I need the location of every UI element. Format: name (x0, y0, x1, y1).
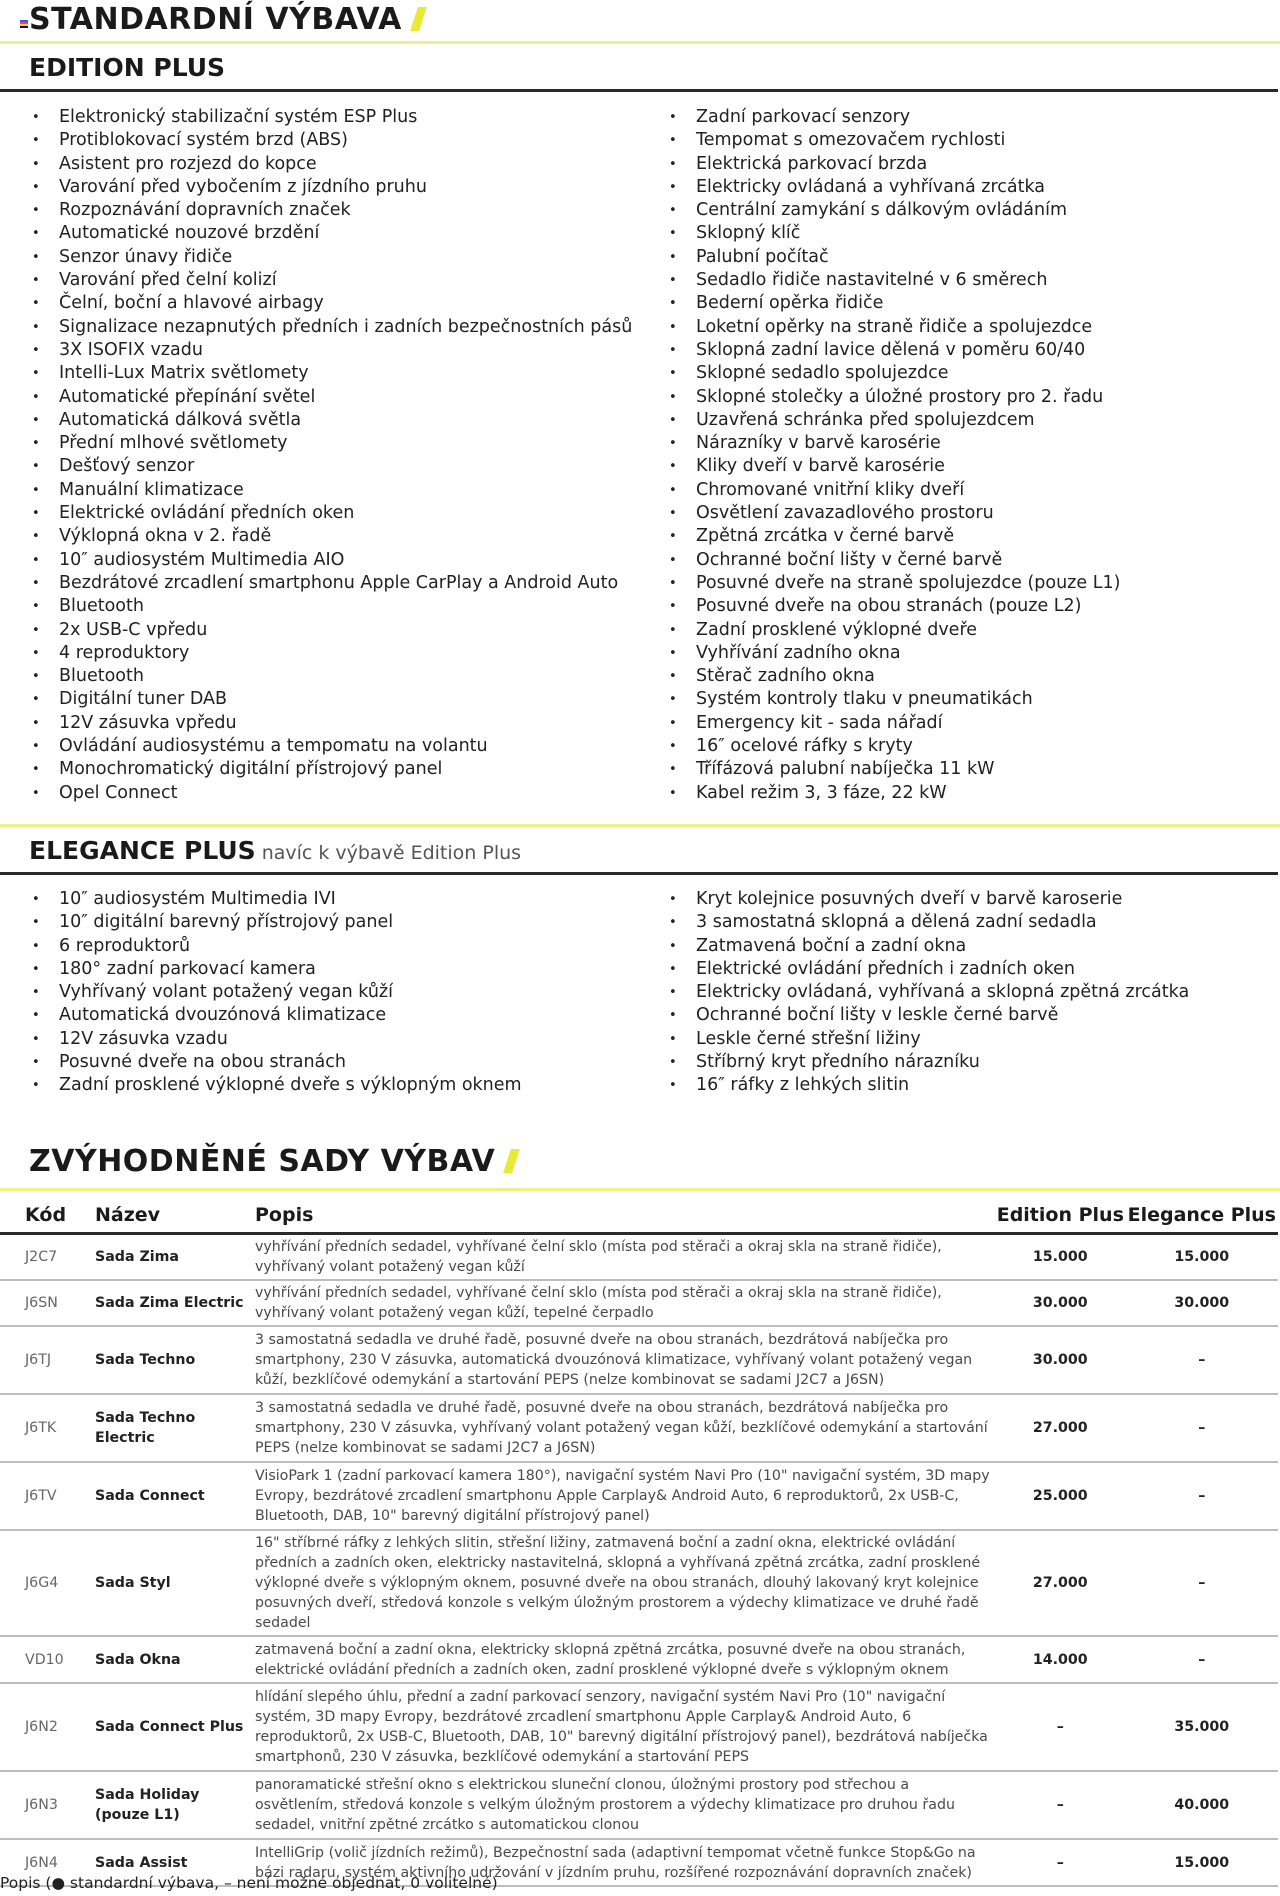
list-item: • Uzavřená schránka před spolujezdcem (666, 409, 1120, 432)
package-description: 16" stříbrné ráfky z lehkých slitin, střešní ližiny, zatmavená boční a zadní okna, elektrické ovládání předních a zadních oken, elektricky nastavitelná, sklopná a vyhřívaná zpětná zrcátka, zadní prosklené výklopné dveře s výklopným oknem, posuvné dveře na obou stranách, dlouhý lakovaný kryt kolejnice posuvných dveří, středová konzole s velkým úložným prostorem a výdechy klimatizace ve druhé řadě sedadel (255, 1530, 995, 1636)
list-item: • Elektrické ovládání předních oken (29, 502, 632, 525)
page-title (29, 2, 423, 37)
list-item: • 16″ ocelové ráfky s kryty (666, 735, 1120, 758)
elegance-plus-title: ELEGANCE PLUS (29, 836, 256, 865)
column-header-name: Název (95, 1198, 255, 1234)
list-item: • Stříbrný kryt předního nárazníku (666, 1051, 1189, 1074)
list-item: • 180° zadní parkovací kamera (29, 958, 522, 981)
package-name: Sada Techno Electric (95, 1394, 255, 1462)
package-code: VD10 (0, 1636, 95, 1683)
list-item: • Kabel režim 3, 3 fáze, 22 kW (666, 782, 1120, 805)
price-edition-plus: 30.000 (995, 1326, 1126, 1394)
price-edition-plus: 27.000 (995, 1394, 1126, 1462)
list-item: • Centrální zamykání s dálkovým ovládáním (666, 199, 1120, 222)
list-item: • Leskle černé střešní ližiny (666, 1028, 1189, 1051)
list-item: • Rozpoznávání dopravních značek (29, 199, 632, 222)
package-name: Sada Styl (95, 1530, 255, 1636)
price-elegance-plus: – (1126, 1636, 1278, 1683)
table-header-row (0, 1198, 1278, 1234)
package-description: zatmavená boční a zadní okna, elektricky sklopná zpětná zrcátka, posuvné dveře na obou stranách, elektrické ovládání předních a zadních oken, zadní prosklené výklopné dveře s výklopným oknem (255, 1636, 995, 1683)
list-item: • Bluetooth (29, 665, 632, 688)
list-item: • Elektrické ovládání předních i zadních oken (666, 958, 1189, 981)
list-item: • Zadní prosklené výklopné dveře (666, 619, 1120, 642)
package-code: J6N4 (0, 1839, 95, 1886)
package-description: vyhřívání předních sedadel, vyhřívané čelní sklo (místa pod stěrači a okraj skla na straně řidiče), vyhřívaný volant potažený vegan kůží (255, 1234, 995, 1281)
price-elegance-plus: 40.000 (1126, 1771, 1278, 1839)
list-item: • Bezdrátové zrcadlení smartphonu Apple CarPlay a Android Auto (29, 572, 632, 595)
column-header-elegance-plus: Elegance Plus (1126, 1198, 1278, 1234)
price-elegance-plus: – (1126, 1326, 1278, 1394)
list-item: • Posuvné dveře na straně spolujezdce (pouze L1) (666, 572, 1120, 595)
list-item: • Protiblokovací systém brzd (ABS) (29, 129, 632, 152)
list-item: • 2x USB-C vpředu (29, 619, 632, 642)
packages-table (0, 1198, 1278, 1887)
package-description: panoramatické střešní okno s elektrickou sluneční clonou, úložnými prostory pod střechou a osvětlením, středová konzole s velkým úložným prostorem a výdechy klimatizace pro druhou řadu sedadel, vnitřní zpětné zrcátko s automatickou clonou (255, 1771, 995, 1839)
package-code: J6G4 (0, 1530, 95, 1636)
list-item: • Posuvné dveře na obou stranách (pouze L2) (666, 595, 1120, 618)
table-row (0, 1394, 1278, 1462)
list-item: • Zpětná zrcátka v černé barvě (666, 525, 1120, 548)
list-item: • Kliky dveří v barvě karosérie (666, 455, 1120, 478)
yellow-divider (0, 41, 1280, 44)
package-name: Sada Techno (95, 1326, 255, 1394)
package-description: IntelliGrip (volič jízdních režimů), Bezpečnostní sada (adaptivní tempomat včetně funkce Stop&Go na bázi radaru, systém aktivního udržování v jízdním pruhu, rozšířené rozpoznávání dopravních značek) (255, 1839, 995, 1886)
list-item: • Elektricky ovládaná a vyhřívaná zrcátka (666, 176, 1120, 199)
edition-plus-heading: EDITION PLUS (29, 53, 226, 82)
list-item: • Elektricky ovládaná, vyhřívaná a sklopná zpětná zrcátka (666, 981, 1189, 1004)
list-item: • 12V zásuvka vpředu (29, 712, 632, 735)
edition-plus-list-left (29, 106, 632, 805)
price-elegance-plus: 35.000 (1126, 1683, 1278, 1771)
list-item: • Palubní počítač (666, 246, 1120, 269)
package-description: 3 samostatná sedadla ve druhé řadě, posuvné dveře na obou stranách, bezdrátová nabíječka pro smartphony, 230 V zásuvka, automatická dvouzónová klimatizace, vyhřívaný volant potažený vegan kůží, bezklíčové odemykání a startování PEPS (nelze kombinovat se sadami J2C7 a J6SN) (255, 1326, 995, 1394)
price-elegance-plus: 15.000 (1126, 1234, 1278, 1281)
list-item: • Třífázová palubní nabíječka 11 kW (666, 758, 1120, 781)
packages-heading (29, 1144, 516, 1179)
list-item: • Digitální tuner DAB (29, 688, 632, 711)
list-item: • Automatická dvouzónová klimatizace (29, 1004, 522, 1027)
list-item: • Zadní parkovací senzory (666, 106, 1120, 129)
elegance-plus-subtitle: navíc k výbavě Edition Plus (261, 842, 522, 864)
package-name: Sada Okna (95, 1636, 255, 1683)
table-row (0, 1683, 1278, 1771)
list-item: • Ochranné boční lišty v černé barvě (666, 549, 1120, 572)
yellow-divider (0, 824, 1280, 827)
package-code: J6N3 (0, 1771, 95, 1839)
list-item: • Sklopný klíč (666, 222, 1120, 245)
list-item: • Automatické nouzové brzdění (29, 222, 632, 245)
list-item: • 10″ audiosystém Multimedia AIO (29, 549, 632, 572)
table-row (0, 1280, 1278, 1326)
package-code: J6N2 (0, 1683, 95, 1771)
list-item: • Přední mlhové světlomety (29, 432, 632, 455)
price-elegance-plus: – (1126, 1394, 1278, 1462)
table-row (0, 1326, 1278, 1394)
list-item: • Elektronický stabilizační systém ESP Plus (29, 106, 632, 129)
price-elegance-plus: – (1126, 1462, 1278, 1530)
list-item: • Zatmavená boční a zadní okna (666, 935, 1189, 958)
list-item: • 6 reproduktorů (29, 935, 522, 958)
list-item: • Bluetooth (29, 595, 632, 618)
price-edition-plus: – (995, 1683, 1126, 1771)
list-item: • Automatická dálková světla (29, 409, 632, 432)
section-divider (0, 89, 1278, 92)
list-item: • 4 reproduktory (29, 642, 632, 665)
package-name: Sada Zima Electric (95, 1280, 255, 1326)
price-edition-plus: 15.000 (995, 1234, 1126, 1281)
table-row (0, 1636, 1278, 1683)
package-name: Sada Connect (95, 1462, 255, 1530)
column-header-description: Popis (255, 1198, 995, 1234)
price-elegance-plus: 15.000 (1126, 1839, 1278, 1886)
list-item: • Kryt kolejnice posuvných dveří v barvě karoserie (666, 888, 1189, 911)
list-item: • Vyhřívání zadního okna (666, 642, 1120, 665)
list-item: • 10″ audiosystém Multimedia IVI (29, 888, 522, 911)
packages-heading-text: ZVÝHODNĚNÉ SADY VÝBAV (29, 1144, 496, 1179)
list-item: • 12V zásuvka vzadu (29, 1028, 522, 1051)
list-item: • 10″ digitální barevný přístrojový panel (29, 911, 522, 934)
list-item: • Signalizace nezapnutých předních i zadních bezpečnostních pásů (29, 316, 632, 339)
legend-note: Popis (● standardní výbava, – není možné objednat, 0 volitelné) (0, 1874, 498, 1892)
package-description: vyhřívání předních sedadel, vyhřívané čelní sklo (místa pod stěrači a okraj skla na straně řidiče), vyhřívaný volant potažený vegan kůží, tepelné čerpadlo (255, 1280, 995, 1326)
list-item: • Systém kontroly tlaku v pneumatikách (666, 688, 1120, 711)
list-item: • Intelli-Lux Matrix světlomety (29, 362, 632, 385)
list-item: • 16″ ráfky z lehkých slitin (666, 1074, 1189, 1097)
list-item: • Tempomat s omezovačem rychlosti (666, 129, 1120, 152)
package-code: J6TK (0, 1394, 95, 1462)
list-item: • Zadní prosklené výklopné dveře s výklopným oknem (29, 1074, 522, 1097)
price-edition-plus: – (995, 1839, 1126, 1886)
list-item: • Sklopné sedadlo spolujezdce (666, 362, 1120, 385)
table-row (0, 1771, 1278, 1839)
list-item: • Bederní opěrka řidiče (666, 292, 1120, 315)
elegance-plus-heading (29, 836, 521, 865)
list-item: • Senzor únavy řidiče (29, 246, 632, 269)
list-item: • Ochranné boční lišty v leskle černé barvě (666, 1004, 1189, 1027)
table-row (0, 1462, 1278, 1530)
package-name: Sada Assist (95, 1839, 255, 1886)
table-row (0, 1530, 1278, 1636)
list-item: • Elektrická parkovací brzda (666, 153, 1120, 176)
price-edition-plus: 30.000 (995, 1280, 1126, 1326)
edition-plus-list-right (666, 106, 1120, 805)
list-item: • Osvětlení zavazadlového prostoru (666, 502, 1120, 525)
list-item: • Emergency kit - sada nářadí (666, 712, 1120, 735)
yellow-slash-icon (503, 1149, 520, 1173)
list-item: • Chromované vnitřní kliky dveří (666, 479, 1120, 502)
price-edition-plus: 25.000 (995, 1462, 1126, 1530)
package-code: J6TV (0, 1462, 95, 1530)
list-item: • Sklopné stolečky a úložné prostory pro 2. řadu (666, 386, 1120, 409)
elegance-plus-list-right (666, 888, 1189, 1098)
page-title-text: STANDARDNÍ VÝBAVA (29, 2, 402, 37)
price-edition-plus: 14.000 (995, 1636, 1126, 1683)
list-item: • Opel Connect (29, 782, 632, 805)
section-divider (0, 872, 1278, 875)
list-item: • Vyhřívaný volant potažený vegan kůží (29, 981, 522, 1004)
yellow-slash-icon (410, 7, 427, 31)
package-name: Sada Holiday (pouze L1) (95, 1771, 255, 1839)
list-item: • Čelní, boční a hlavové airbagy (29, 292, 632, 315)
list-item: • Varování před čelní kolizí (29, 269, 632, 292)
package-code: J2C7 (0, 1234, 95, 1281)
price-elegance-plus: 30.000 (1126, 1280, 1278, 1326)
package-description: VisioPark 1 (zadní parkovací kamera 180°), navigační systém Navi Pro (10" navigační systém, 3D mapy Evropy, bezdrátové zrcadlení smartphonu Apple Carplay& Android Auto, 6 reproduktorů, 2x USB-C, Bluetooth, DAB, 10" barevný digitální přístrojový panel) (255, 1462, 995, 1530)
package-description: 3 samostatná sedadla ve druhé řadě, posuvné dveře na obou stranách, bezdrátová nabíječka pro smartphony, 230 V zásuvka, vyhřívaný volant potažený vegan kůží, bezklíčové odemykání a startování PEPS (nelze kombinovat se sadami J2C7 a J6SN) (255, 1394, 995, 1462)
package-description: hlídání slepého úhlu, přední a zadní parkovací senzory, navigační systém Navi Pro (10" navigační systém, 3D mapy Evropy, bezdrátové zrcadlení smartphonu Apple Carplay& Android Auto, 6 reproduktorů, 2x USB-C, Bluetooth, DAB, 10" barevný digitální přístrojový panel), bezdrátová nabíječka smartphonů, 230 V zásuvka, bezklíčové odemykání a startování PEPS (255, 1683, 995, 1771)
list-item: • Loketní opěrky na straně řidiče a spolujezdce (666, 316, 1120, 339)
list-item: • Sedadlo řidiče nastavitelné v 6 směrech (666, 269, 1120, 292)
column-header-edition-plus: Edition Plus (995, 1198, 1126, 1234)
price-edition-plus: 27.000 (995, 1530, 1126, 1636)
list-item: • Monochromatický digitální přístrojový panel (29, 758, 632, 781)
yellow-divider (0, 1188, 1280, 1191)
list-item: • 3 samostatná sklopná a dělená zadní sedadla (666, 911, 1189, 934)
column-header-code: Kód (0, 1198, 95, 1234)
list-item: • Manuální klimatizace (29, 479, 632, 502)
package-name: Sada Connect Plus (95, 1683, 255, 1771)
list-item: • 3X ISOFIX vzadu (29, 339, 632, 362)
package-name: Sada Zima (95, 1234, 255, 1281)
package-code: J6TJ (0, 1326, 95, 1394)
list-item: • Asistent pro rozjezd do kopce (29, 153, 632, 176)
list-item: • Výklopná okna v 2. řadě (29, 525, 632, 548)
price-elegance-plus: – (1126, 1530, 1278, 1636)
list-item: • Sklopná zadní lavice dělená v poměru 60/40 (666, 339, 1120, 362)
package-code: J6SN (0, 1280, 95, 1326)
list-item: • Stěrač zadního okna (666, 665, 1120, 688)
elegance-plus-list-left (29, 888, 522, 1098)
color-bar-icon (20, 20, 28, 29)
list-item: • Varování před vybočením z jízdního pruhu (29, 176, 632, 199)
list-item: • Dešťový senzor (29, 455, 632, 478)
list-item: • Posuvné dveře na obou stranách (29, 1051, 522, 1074)
table-row (0, 1234, 1278, 1281)
list-item: • Automatické přepínání světel (29, 386, 632, 409)
list-item: • Ovládání audiosystému a tempomatu na volantu (29, 735, 632, 758)
list-item: • Nárazníky v barvě karosérie (666, 432, 1120, 455)
price-edition-plus: – (995, 1771, 1126, 1839)
